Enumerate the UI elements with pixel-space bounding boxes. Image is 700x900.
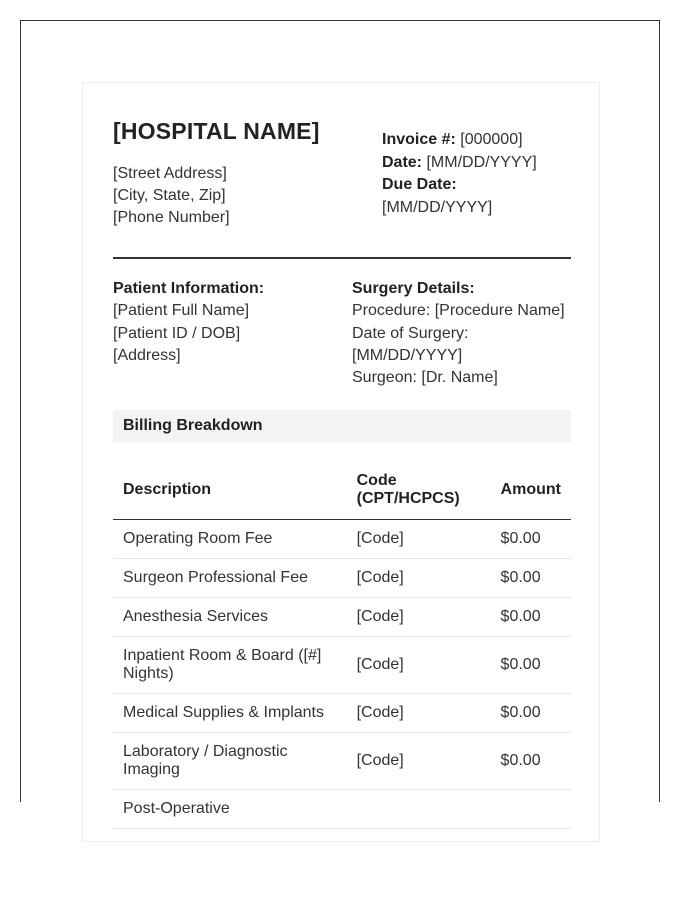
row-amount: $0.00 <box>491 598 571 637</box>
invoice-page <box>82 82 600 842</box>
document-viewport <box>20 20 660 817</box>
row-amount: $0.00 <box>491 694 571 733</box>
row-amount: $0.00 <box>491 733 571 790</box>
row-code: [Code] <box>347 637 491 694</box>
billing-table <box>113 462 571 829</box>
row-amount: $0.00 <box>491 520 571 559</box>
row-code: [Code] <box>347 520 491 559</box>
info-row <box>113 278 571 393</box>
table-row <box>113 694 571 733</box>
invoice-due-line <box>382 174 571 219</box>
row-description: Anesthesia Services <box>113 598 347 637</box>
row-description: Inpatient Room & Board ([#] Nights) <box>113 637 347 694</box>
table-row <box>113 637 571 694</box>
row-amount <box>491 790 571 829</box>
hospital-name: [HOSPITAL NAME] <box>113 118 320 144</box>
invoice-due-value: [MM/DD/YYYY] <box>382 198 493 216</box>
column-header-amount: Amount <box>491 462 571 520</box>
row-description: Surgeon Professional Fee <box>113 559 347 598</box>
surgery-details <box>352 278 571 389</box>
hospital-address-block <box>113 163 230 229</box>
row-description: Post-Operative <box>113 790 347 829</box>
row-code: [Code] <box>347 598 491 637</box>
surgery-surgeon: Surgeon: [Dr. Name] <box>352 369 498 387</box>
row-code: [Code] <box>347 733 491 790</box>
patient-name: [Patient Full Name] <box>113 302 250 320</box>
invoice-date-value: [MM/DD/YYYY] <box>426 153 537 171</box>
row-description: Laboratory / Diagnostic Imaging <box>113 733 347 790</box>
table-row <box>113 520 571 559</box>
invoice-meta <box>382 129 571 219</box>
invoice-date-line <box>382 152 571 175</box>
row-code: [Code] <box>347 694 491 733</box>
row-amount: $0.00 <box>491 559 571 598</box>
column-header-code: Code (CPT/HCPCS) <box>347 462 491 520</box>
row-description: Operating Room Fee <box>113 520 347 559</box>
row-code <box>347 790 491 829</box>
table-header-row <box>113 462 571 520</box>
surgery-date-label: Date of Surgery: <box>352 324 469 342</box>
hospital-street: [Street Address] <box>113 165 227 182</box>
patient-address: [Address] <box>113 346 181 364</box>
table-row <box>113 598 571 637</box>
surgery-procedure: Procedure: [Procedure Name] <box>352 302 565 320</box>
patient-information <box>113 278 333 367</box>
invoice-header <box>113 83 571 259</box>
invoice-number-value: [000000] <box>460 131 523 148</box>
hospital-city: [City, State, Zip] <box>113 187 226 204</box>
invoice-number-label: Invoice #: <box>382 131 456 148</box>
invoice-date-label: Date: <box>382 153 423 171</box>
hospital-phone: [Phone Number] <box>113 209 230 226</box>
row-amount: $0.00 <box>491 637 571 694</box>
invoice-content <box>113 83 571 817</box>
invoice-number-line <box>382 129 571 152</box>
table-row <box>113 733 571 790</box>
patient-id-dob: [Patient ID / DOB] <box>113 324 241 342</box>
row-code: [Code] <box>347 559 491 598</box>
table-row <box>113 559 571 598</box>
patient-heading: Patient Information: <box>113 280 265 297</box>
table-row <box>113 790 571 829</box>
surgery-heading: Surgery Details: <box>352 280 475 297</box>
billing-section-title: Billing Breakdown <box>113 410 571 442</box>
column-header-description: Description <box>113 462 347 520</box>
invoice-due-label: Due Date: <box>382 176 457 193</box>
row-description: Medical Supplies & Implants <box>113 694 347 733</box>
surgery-date-value: [MM/DD/YYYY] <box>352 346 463 364</box>
